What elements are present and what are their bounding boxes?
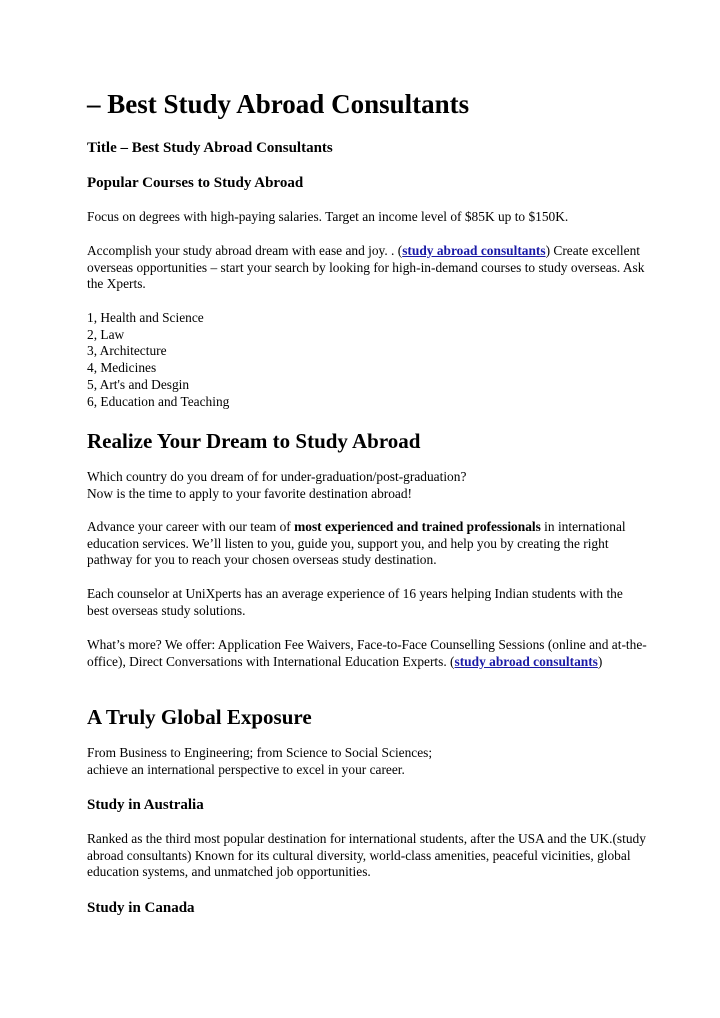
global-line: From Business to Engineering; from Science to Social Sciences; [87,745,433,760]
list-item: 5, Art's and Desgin [87,376,190,392]
list-item: 4, Medicines [87,360,157,376]
dream-paragraph [87,469,647,502]
accomplish-text-after: ) Create excellent overseas opportunities – start your search by looking for high-in-demand courses to study overseas. Ask the Xperts. [87,243,645,292]
whats-more-paragraph [87,637,647,670]
course-list [87,310,647,410]
realize-dream-heading: Realize Your Dream to Study Abroad [87,429,421,453]
dream-line: Which country do you dream of for under-graduation/post-graduation? [87,469,467,484]
global-line: achieve an international perspective to excel in your career. [87,761,405,777]
list-item: 3, Architecture [87,343,167,359]
advance-text-after: in international education services. We’ll listen to you, guide you, support you, and help you by creating the right pathway for you to reach your chosen overseas study destination. [87,519,626,568]
australia-paragraph: Ranked as the third most popular destination for international students, after the USA and the UK.(study abroad consultants) Known for its cultural diversity, world-class amenities, peaceful vicinities, global education systems, and unmatched job opportunities. [87,831,646,880]
study-australia-heading: Study in Australia [87,797,204,813]
popular-courses-heading: Popular Courses to Study Abroad [87,175,304,191]
study-abroad-consultants-link[interactable]: study abroad consultants [402,243,546,258]
list-item: 6, Education and Teaching [87,393,230,409]
list-item: 2, Law [87,326,125,342]
global-exposure-heading: A Truly Global Exposure [87,705,312,729]
whats-more-text-before: What’s more? We offer: Application Fee Waivers, Face-to-Face Counselling Sessions (online and at-the-office), Direct Conversations with International Education Experts. ( [87,637,647,669]
accomplish-paragraph [87,243,647,293]
whats-more-text-after: ) [597,653,603,669]
advance-text-before: Advance your career with our team of [87,519,295,534]
counselor-paragraph: Each counselor at UniXperts has an average experience of 16 years helping Indian students with the best overseas study solutions. [87,586,623,618]
page-title: – Best Study Abroad Consultants [87,89,470,119]
advance-bold-text: most experienced and trained professionals [294,519,541,534]
dream-line: Now is the time to apply to your favorite destination abroad! [87,485,413,501]
accomplish-text-before: Accomplish your study abroad dream with ease and joy. . ( [87,243,403,258]
list-item: 1, Health and Science [87,310,204,325]
focus-paragraph: Focus on degrees with high-paying salaries. Target an income level of $85K up to $150K. [87,209,569,224]
doc-subtitle: Title – Best Study Abroad Consultants [87,140,333,156]
advance-paragraph [87,519,647,569]
study-abroad-consultants-link[interactable]: study abroad consultants [454,653,598,669]
study-canada-heading: Study in Canada [87,900,195,916]
global-paragraph [87,745,647,778]
